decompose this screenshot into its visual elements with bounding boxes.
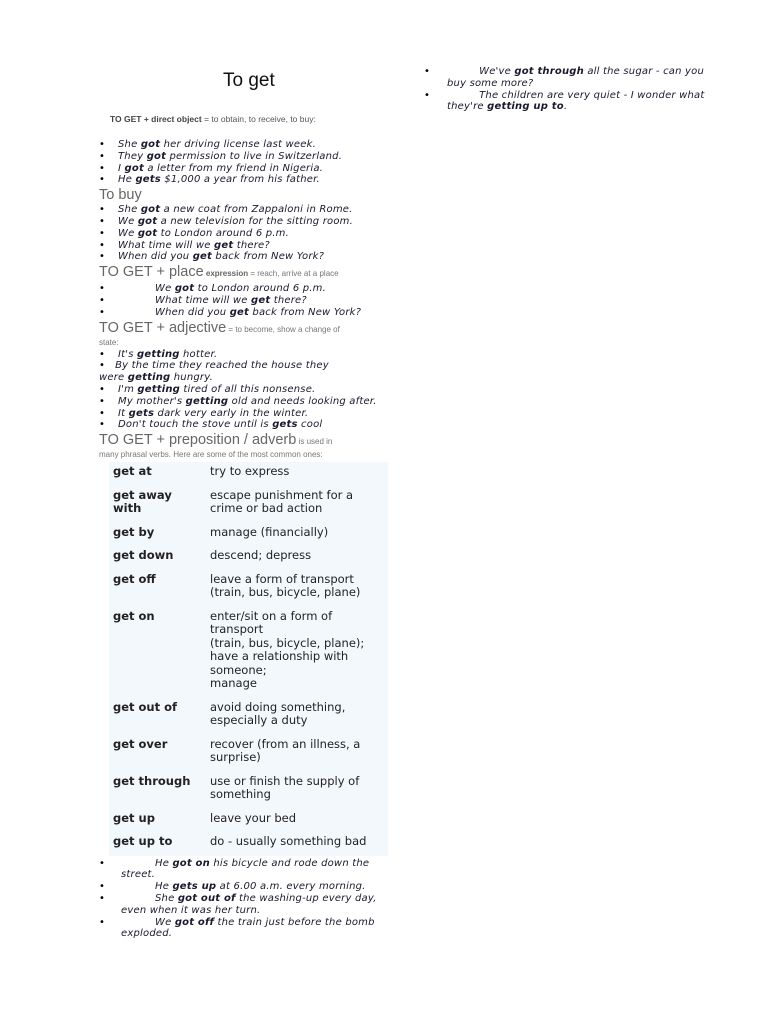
example-list-right	[424, 66, 724, 113]
list-item: • We got off the train just before the bomb exploded.	[99, 917, 391, 941]
list-item: • The children are very quiet - I wonder what they're getting up to.	[424, 90, 724, 114]
phrasal-term: get at	[113, 464, 152, 479]
phrasal-definition: manage (financially)	[210, 524, 329, 539]
phrasal-definition: use or finish the supply of something	[210, 773, 360, 802]
table-row	[109, 809, 388, 833]
phrasal-definition: enter/sit on a form of transport (train, bus, bicycle, plane); have a relationship with someone; manage	[210, 608, 365, 691]
heading-place: TO GET + place expression = reach, arrive at a place	[99, 264, 339, 281]
phrasal-definition: avoid doing something, especially a duty	[210, 699, 346, 728]
phrasal-definition: leave a form of transport (train, bus, bicycle, plane)	[210, 571, 361, 600]
list-item: • He got on his bicycle and rode down the street.	[99, 858, 391, 882]
table-row	[109, 735, 388, 772]
heading-to-buy: To buy	[99, 187, 142, 204]
page-title: To get	[223, 70, 275, 91]
list-item: • It gets dark very early in the winter.	[99, 408, 391, 420]
list-item: • When did you get back from New York?	[99, 251, 391, 263]
list-item: • He gets $1,000 a year from his father.	[99, 174, 391, 186]
table-row	[109, 546, 388, 570]
list-item: • We got to London around 6 p.m.	[99, 283, 391, 295]
phrasal-definition: leave your bed	[210, 810, 297, 825]
phrasal-verbs-table	[109, 462, 388, 856]
phrasal-definition: recover (from an illness, a surprise)	[210, 736, 361, 765]
phrasal-term: get over	[113, 736, 168, 751]
intro-line	[110, 114, 391, 124]
phrasal-term: get up to	[113, 834, 173, 849]
list-item: • Don't touch the stove until is gets cool	[99, 419, 391, 431]
phrasal-definition: descend; depress	[210, 548, 312, 563]
phrasal-term: get out of	[113, 699, 178, 714]
example-list-phrasal	[99, 858, 391, 941]
phrasal-term: get down	[113, 548, 174, 563]
example-list-adjective	[99, 349, 391, 432]
right-column	[424, 66, 724, 113]
table-row	[109, 832, 388, 856]
table-row	[109, 772, 388, 809]
list-item: • I got a letter from my friend in Nigeria.	[99, 163, 391, 175]
phrasal-term: get away with	[113, 487, 172, 516]
phrasal-term: get on	[113, 608, 155, 623]
heading-adjective: TO GET + adjective = to become, show a change of state:	[99, 319, 340, 347]
table-row	[109, 607, 388, 698]
table-row	[109, 570, 388, 607]
list-item: • They got permission to live in Switzerland.	[99, 151, 391, 163]
table-row	[109, 486, 388, 523]
list-item: • He gets up at 6.00 a.m. every morning.	[99, 881, 391, 893]
phrasal-term: get through	[113, 773, 191, 788]
list-item: • She got her driving license last week.	[99, 139, 391, 151]
list-item: • It's getting hotter.	[99, 349, 391, 361]
phrasal-term: get up	[113, 810, 155, 825]
intro-text: = to obtain, to receive, to buy:	[201, 114, 316, 124]
left-column	[99, 60, 391, 940]
table-row	[109, 462, 388, 486]
heading-preposition: TO GET + preposition / adverb is used in many phrasal verbs. Here are some of the most common ones:	[99, 432, 333, 460]
phrasal-term: get off	[113, 571, 156, 586]
list-item: • She got a new coat from Zappaloni in Rome.	[99, 204, 391, 216]
list-item: • We got a new television for the sitting room.	[99, 216, 391, 228]
phrasal-term: get by	[113, 524, 155, 539]
list-item: • What time will we get there?	[99, 240, 391, 252]
example-list-place	[99, 283, 391, 318]
example-list-buy	[99, 204, 391, 263]
list-item: • I'm getting tired of all this nonsense.	[99, 384, 391, 396]
table-row	[109, 523, 388, 547]
list-item: • She got out of the washing-up every day, even when it was her turn.	[99, 893, 391, 917]
list-item: • My mother's getting old and needs looking after.	[99, 396, 391, 408]
example-list-obtain	[99, 139, 391, 186]
list-item: • By the time they reached the house they were getting hungry.	[99, 360, 391, 384]
intro-label: TO GET + direct object	[110, 114, 202, 124]
list-item: • We got to London around 6 p.m.	[99, 228, 391, 240]
phrasal-definition: try to express	[210, 464, 290, 479]
phrasal-definition: escape punishment for a crime or bad action	[210, 487, 354, 516]
list-item: • When did you get back from New York?	[99, 307, 391, 319]
list-item: • What time will we get there?	[99, 295, 391, 307]
phrasal-definition: do - usually something bad	[210, 834, 367, 849]
list-item: • We've got through all the sugar - can you buy some more?	[424, 66, 724, 90]
table-row	[109, 698, 388, 735]
